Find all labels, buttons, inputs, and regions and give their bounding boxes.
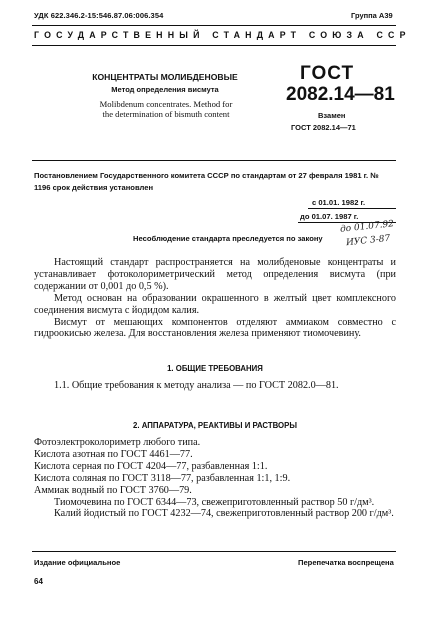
replaces-label: Взамен xyxy=(318,111,346,120)
list-item: Тиомочевина по ГОСТ 6344—73, свежеприготовленный раствор 50 г/дм³. xyxy=(54,496,375,508)
subtitle-russian: Метод определения висмута xyxy=(111,85,219,94)
gost-number: 2082.14—81 xyxy=(286,84,395,105)
reagent-list xyxy=(34,437,396,520)
intro-text xyxy=(34,257,396,340)
section-heading: 1. ОБЩИЕ ТРЕБОВАНИЯ xyxy=(167,364,263,373)
decree-text: Постановлением Государственного комитета СССР по стандартам от 27 февраля 1981 г. № 1196 срок действия установлен xyxy=(34,171,379,192)
list-item: Кислота соляная по ГОСТ 3118—77, разбавленная 1:1, 1:9. xyxy=(34,472,291,484)
section1-paragraph: 1.1. Общие требования к методу анализа — по ГОСТ 2082.0—81. xyxy=(54,380,339,391)
top-rule xyxy=(32,25,396,26)
date-underline xyxy=(308,208,396,209)
handwritten-note: ИУС 3-87 xyxy=(345,233,391,249)
section-heading: 2. АППАРАТУРА, РЕАКТИВЫ И РАСТВОРЫ xyxy=(133,421,297,430)
list-item: Кислота азотная по ГОСТ 4461—77. xyxy=(34,448,193,460)
reprint-note: Перепечатка воспрещена xyxy=(298,558,394,567)
edition-note: Издание официальное xyxy=(34,558,121,567)
page-number: 64 xyxy=(34,577,43,586)
list-item: Аммиак водный по ГОСТ 3760—79. xyxy=(34,484,192,496)
list-item: Кислота серная по ГОСТ 4204—77, разбавленная 1:1. xyxy=(34,460,268,472)
standard-banner: ГОСУДАРСТВЕННЫЙ СТАНДАРТ СОЮЗА ССР xyxy=(34,30,411,40)
list-item: Калий йодистый по ГОСТ 4232—74, свежеприготовленный раствор 200 г/дм³. xyxy=(54,508,394,520)
intro-paragraph: Настоящий стандарт распространяется на молибденовые концентраты и устанавливает фотоколориметрический метод определения висмута (при содержании от 0,001 до 0,5 %). xyxy=(34,257,396,292)
intro-paragraph: Висмут от мешающих компонентов отделяют аммиаком совместно с гидроокисью железа. Для восстановления железа применяют тиомочевину. xyxy=(34,316,396,340)
gost-label: ГОСТ xyxy=(300,63,355,84)
title-russian: КОНЦЕНТРАТЫ МОЛИБДЕНОВЫЕ xyxy=(92,72,238,82)
udk-code: УДК 622.346.2-15:546.87.06:006.354 xyxy=(34,11,164,20)
intro-paragraph: Метод основан на образовании окрашенного в желтый цвет комплексного соединения висмута с йодидом калия. xyxy=(34,292,396,316)
section1-text xyxy=(34,380,396,392)
banner-rule xyxy=(32,45,396,46)
date-from: с 01.01. 1982 г. xyxy=(312,198,366,207)
group-code: Группа А39 xyxy=(351,11,393,20)
decree-rule xyxy=(32,160,396,161)
penalty-notice: Несоблюдение стандарта преследуется по закону xyxy=(133,234,323,243)
title-english: Molibdenum concentrates. Method for the determination of bismuth content xyxy=(99,99,233,119)
date-to: до 01.07. 1987 г. xyxy=(300,212,359,221)
handwritten-note: до 01.07.92 xyxy=(339,219,395,235)
footer-rule xyxy=(32,551,396,552)
replaced-standard: ГОСТ 2082.14—71 xyxy=(291,123,356,132)
list-item: Фотоэлектроколориметр любого типа. xyxy=(34,437,201,448)
